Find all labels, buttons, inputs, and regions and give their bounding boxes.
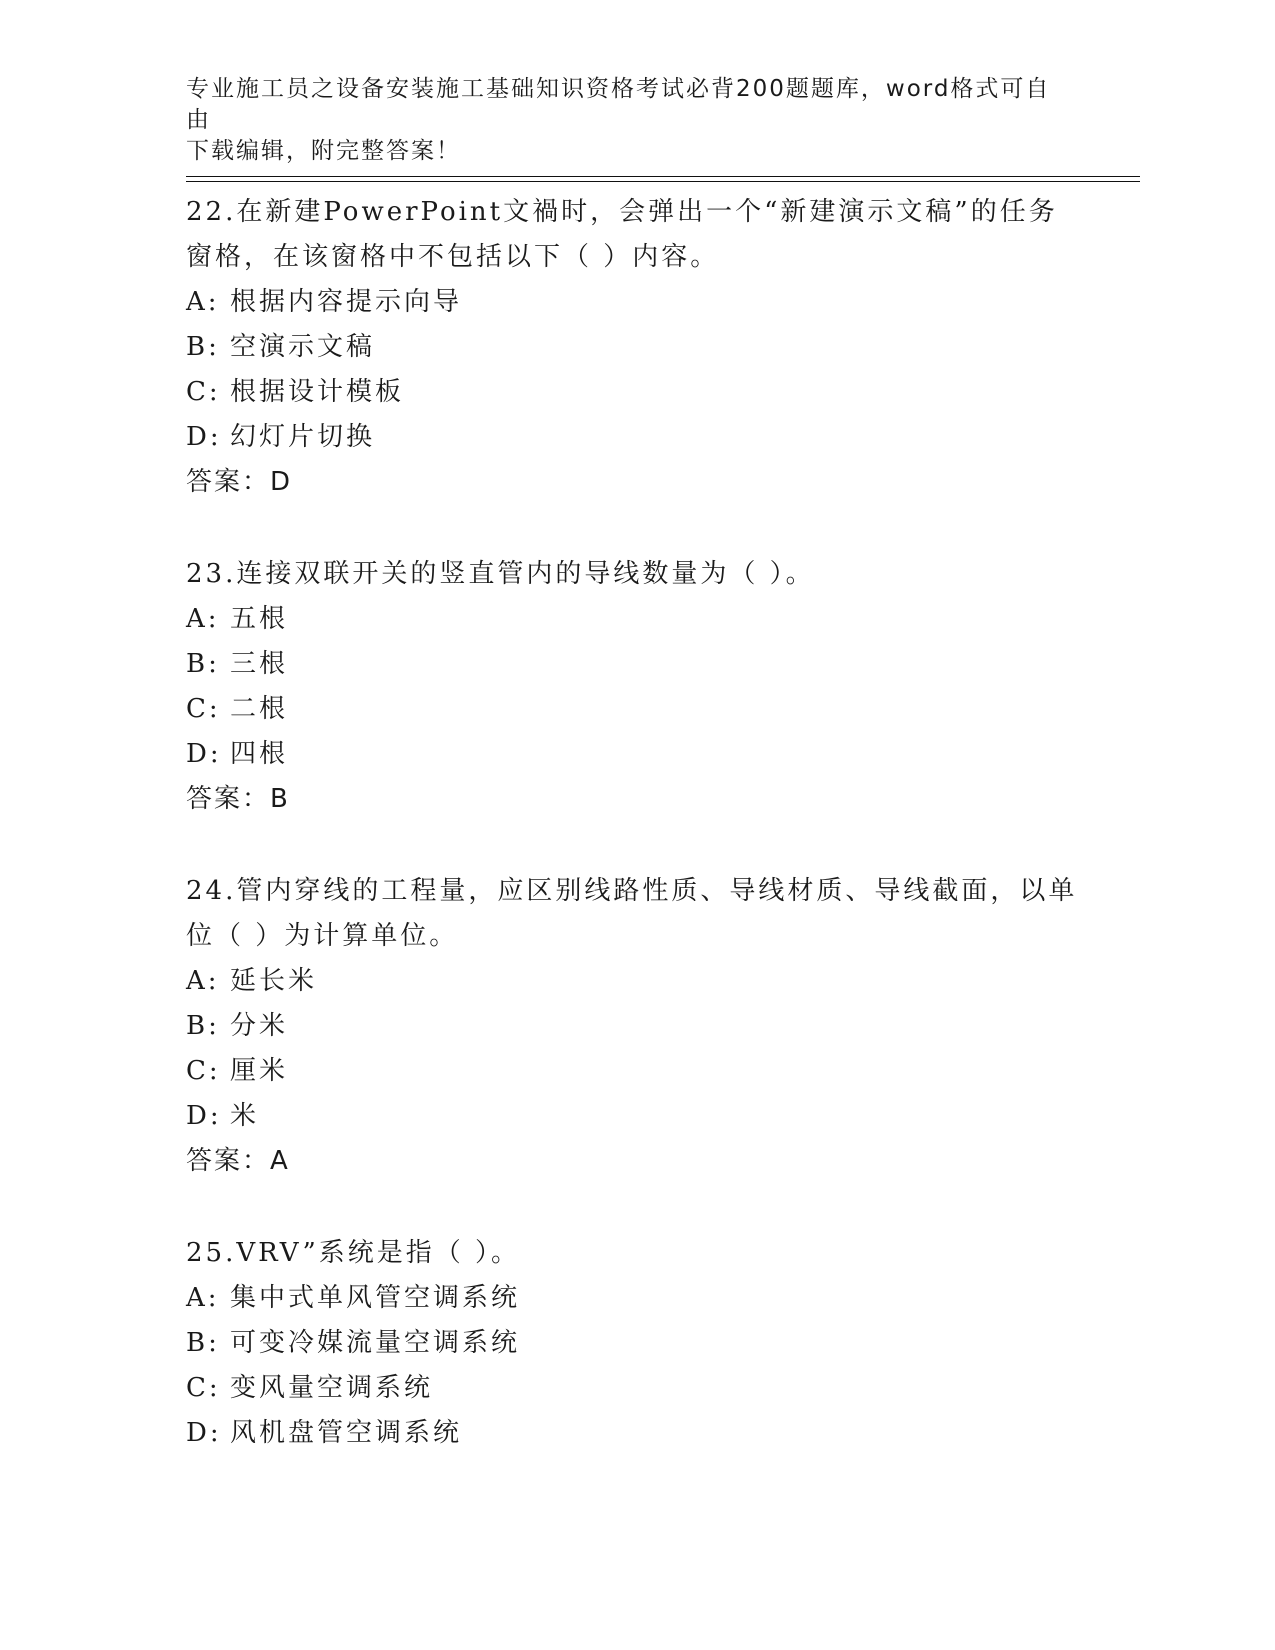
question-24	[186, 869, 1086, 1184]
question-stem-line: 位（ ）为计算单位。	[186, 921, 459, 951]
option-text: 米	[230, 1101, 260, 1131]
question-25	[186, 1231, 1086, 1456]
question-stem-line: 23.连接双联开关的竖直管内的导线数量为（ ）。	[186, 559, 815, 589]
option-c	[186, 687, 1086, 732]
option-letter: A:	[186, 287, 220, 317]
option-c	[186, 1049, 1086, 1094]
option-a	[186, 280, 1086, 325]
option-text: 四根	[230, 739, 289, 769]
option-letter: A:	[186, 1283, 220, 1313]
question-22	[186, 190, 1086, 505]
option-a	[186, 1276, 1086, 1321]
option-letter: D:	[186, 739, 222, 769]
option-text: 变风量空调系统	[230, 1373, 434, 1403]
header-divider-top	[186, 176, 1140, 177]
option-letter: B:	[186, 1328, 220, 1358]
option-b	[186, 325, 1086, 370]
option-letter: B:	[186, 649, 220, 679]
option-c	[186, 1366, 1086, 1411]
question-list	[186, 190, 1086, 1503]
option-letter: C:	[186, 1056, 221, 1086]
option-text: 风机盘管空调系统	[230, 1418, 463, 1448]
question-stem-line: 25.VRV”系统是指（ ）。	[186, 1238, 521, 1268]
option-letter: D:	[186, 1101, 222, 1131]
option-text: 二根	[230, 694, 289, 724]
document-header	[186, 74, 1066, 167]
header-line-2: 下载编辑，附完整答案！	[186, 138, 461, 164]
option-b	[186, 1004, 1086, 1049]
option-d	[186, 1094, 1086, 1139]
option-text: 厘米	[230, 1056, 289, 1086]
option-b	[186, 1321, 1086, 1366]
question-23	[186, 552, 1086, 822]
option-letter: D:	[186, 422, 222, 452]
question-stem-line: 22.在新建PowerPoint文禍时，会弹出一个“新建演示文稿”的任务	[186, 197, 1058, 227]
option-d	[186, 732, 1086, 777]
answer-line: 答案：D	[186, 467, 293, 497]
option-letter: A:	[186, 966, 220, 996]
option-b	[186, 642, 1086, 687]
header-line-1: 专业施工员之设备安装施工基础知识资格考试必背200题题库，word格式可自由	[186, 76, 1051, 133]
option-letter: B:	[186, 332, 220, 362]
option-c	[186, 370, 1086, 415]
option-text: 可变冷媒流量空调系统	[230, 1328, 521, 1358]
option-text: 幻灯片切换	[230, 422, 376, 452]
option-a	[186, 597, 1086, 642]
option-text: 空演示文稿	[230, 332, 376, 362]
option-letter: C:	[186, 694, 221, 724]
option-text: 根据设计模板	[230, 377, 405, 407]
option-letter: C:	[186, 1373, 221, 1403]
option-text: 延长米	[230, 966, 318, 996]
option-text: 根据内容提示向导	[230, 287, 463, 317]
option-letter: A:	[186, 604, 220, 634]
header-divider-bottom	[186, 181, 1140, 182]
option-letter: D:	[186, 1418, 222, 1448]
option-d	[186, 415, 1086, 460]
option-text: 分米	[230, 1011, 289, 1041]
question-stem-line: 窗格，在该窗格中不包括以下（ ）内容。	[186, 242, 720, 272]
option-text: 三根	[230, 649, 289, 679]
option-a	[186, 959, 1086, 1004]
option-letter: C:	[186, 377, 221, 407]
answer-line: 答案：B	[186, 784, 290, 814]
answer-line: 答案：A	[186, 1146, 290, 1176]
option-text: 五根	[230, 604, 289, 634]
option-letter: B:	[186, 1011, 220, 1041]
question-stem-line: 24.管内穿线的工程量，应区别线路性质、导线材质、导线截面，以单	[186, 876, 1078, 906]
option-text: 集中式单风管空调系统	[230, 1283, 521, 1313]
option-d	[186, 1411, 1086, 1456]
